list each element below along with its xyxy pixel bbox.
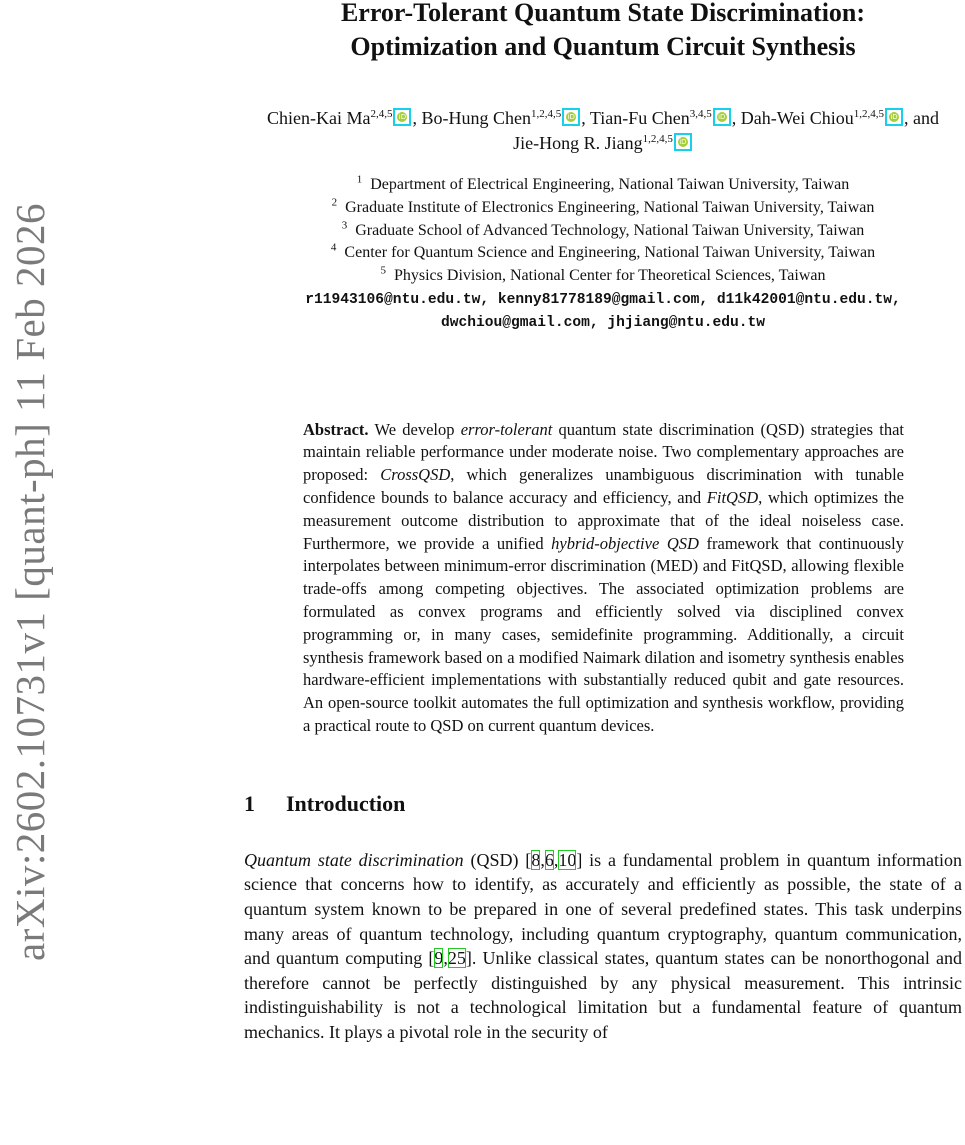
citation-link[interactable]: 6 bbox=[544, 849, 554, 870]
title-line-2: Optimization and Quantum Circuit Synthesis bbox=[350, 32, 856, 61]
author-affil-sup: 1,2,4,5 bbox=[642, 133, 673, 145]
arxiv-identifier: arXiv:2602.10731v1 [quant-ph] 11 Feb 2026 bbox=[7, 202, 53, 962]
author-name: Jie-Hong R. Jiang bbox=[513, 133, 643, 153]
author-name: Bo-Hung Chen bbox=[421, 108, 531, 128]
citation-link[interactable]: 10 bbox=[558, 849, 577, 870]
affiliation-item: $^5$ Physics Division, National Center for Theoretical Sciences, Taiwan bbox=[380, 264, 826, 285]
affiliation-item: $^4$ Center for Quantum Science and Engineering, National Taiwan University, Taiwan bbox=[330, 242, 876, 262]
section-heading bbox=[244, 790, 962, 818]
paper-title bbox=[244, 0, 962, 64]
arxiv-sidebar bbox=[0, 0, 60, 1145]
paper-page bbox=[244, 0, 962, 1044]
affiliation-item: $^3$ Graduate School of Advanced Technology, National Taiwan University, Taiwan bbox=[341, 219, 865, 239]
citation-link[interactable]: 9 bbox=[434, 948, 444, 969]
abstract-label: Abstract. bbox=[303, 419, 369, 439]
author-name: Chien-Kai Ma bbox=[266, 108, 371, 128]
orcid-icon[interactable]: iD bbox=[562, 108, 580, 126]
author-list: Chien-Kai Ma$^{2,4,5}$ iD , Bo-Hung Chen$^{1,2,4,5}$ iD , Tian-Fu Chen$^{3,4,5}$ iD , Dah-Wei Chiou$^{1,2,4,5}$ iD , and Jie-Hong R. Jiang$^{1,2,4,5}$ iD bbox=[266, 108, 940, 153]
section-title: Introduction bbox=[286, 790, 406, 816]
citation-link[interactable]: 25 bbox=[447, 948, 466, 969]
author-affil-sup: 1,2,4,5 bbox=[853, 108, 885, 120]
citation-link[interactable]: 8 bbox=[531, 849, 541, 870]
intro-paragraph: Quantum state discrimination (QSD) [8,6,10] is a fundamental problem in quantum information science that concerns how to identify, as accurately and efficiently as possible, the state of a quantum system known to be prepared in one of several predefined states. This task underpins many areas of quantum technology, including quantum cryptography, quantum communication, and quantum computing [9,25]. Unlike classical states, quantum states can be nonorthogonal and therefore cannot be perfectly distinguished by any physical measurement. This intrinsic indistinguishability is not a technological limitation but a fundamental feature of quantum mechanics. It plays a pivotal role in the security of bbox=[244, 849, 963, 1042]
orcid-icon[interactable]: iD bbox=[393, 108, 411, 126]
affiliation-item: $^1$ Department of Electrical Engineering, National Taiwan University, Taiwan bbox=[356, 173, 850, 193]
title-line-1: Error-Tolerant Quantum State Discrimination: bbox=[340, 0, 866, 27]
author-affil-sup: 3,4,5 bbox=[689, 108, 712, 120]
author-name: Dah-Wei Chiou bbox=[740, 108, 854, 128]
orcid-icon[interactable]: iD bbox=[674, 133, 692, 151]
email-line-1[interactable]: r11943106@ntu.edu.tw, kenny81778189@gmail.com, d11k42001@ntu.edu.tw, bbox=[305, 291, 901, 308]
abstract: Abstract. We develop error-tolerant quantum state discrimination (QSD) strategies that maintain reliable performance under moderate noise. Two complementary approaches are proposed: CrossQSD, which generalizes unambiguous discrimination with tunable confidence bounds to balance accuracy and efficiency, and FitQSD, which optimizes the measurement outcome distribution to approximate that of the ideal noiseless case. Furthermore, we provide a unified hybrid-objective QSD framework that continuously interpolates between minimum-error discrimination (MED) and FitQSD, allowing flexible trade-offs among competing objectives. The associated optimization problems are formulated as convex programs and efficiently solved via disciplined convex programming or, in many cases, semidefinite programming. Additionally, a circuit synthesis framework based on a modified Naimark dilation and isometry synthesis enables hardware-efficient implementations with substantially reduced qubit and gate resources. An open-source toolkit automates the full optimization and synthesis workflow, providing a practical route to QSD on current quantum devices. bbox=[303, 419, 905, 735]
email-list bbox=[244, 289, 962, 335]
author-affil-sup: 2,4,5 bbox=[370, 108, 393, 120]
author-affil-sup: 1,2,4,5 bbox=[530, 108, 562, 120]
email-line-2[interactable]: dwchiou@gmail.com, jhjiang@ntu.edu.tw bbox=[440, 314, 766, 331]
orcid-icon[interactable]: iD bbox=[885, 108, 903, 126]
orcid-icon[interactable]: iD bbox=[713, 108, 731, 126]
affiliation-item: $^2$ Graduate Institute of Electronics Engineering, National Taiwan University, Taiwan bbox=[331, 196, 875, 216]
author-name: Tian-Fu Chen bbox=[589, 108, 690, 128]
section-number: 1 bbox=[244, 790, 255, 816]
affiliation-list bbox=[244, 174, 962, 288]
